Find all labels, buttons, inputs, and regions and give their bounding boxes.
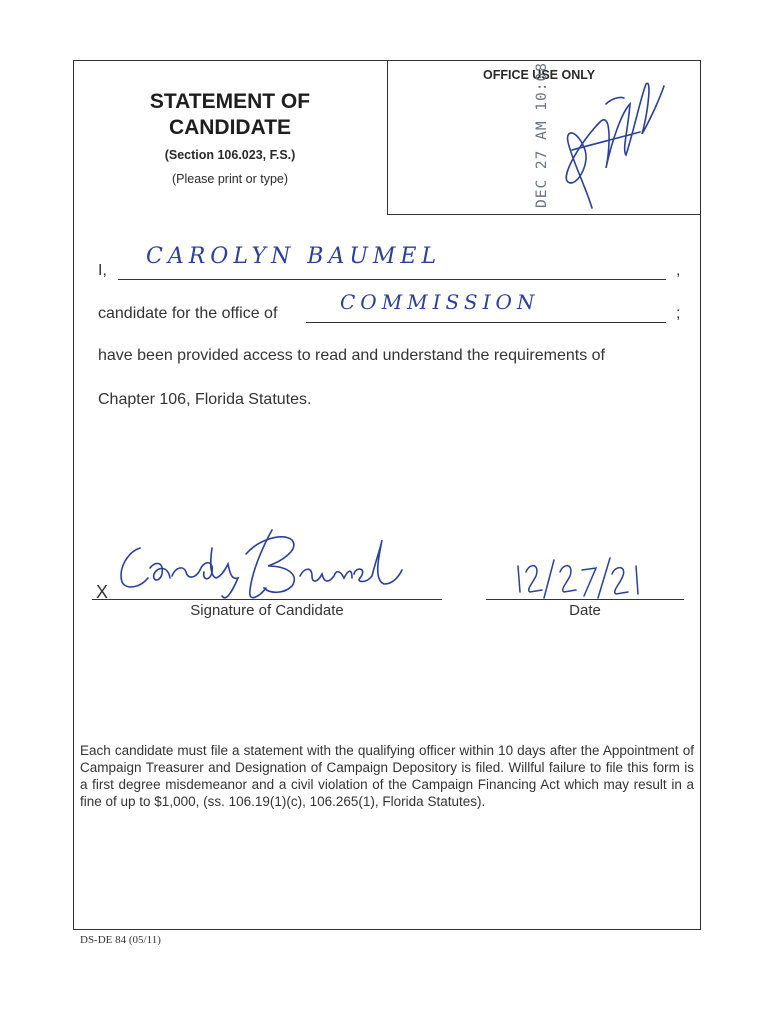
statement-line-2: Chapter 106, Florida Statutes. (98, 391, 312, 408)
office-field[interactable]: COMMISSION (340, 290, 540, 314)
form-title-line2: CANDIDATE (168, 116, 292, 139)
statement-line-1: have been provided access to read and understand the requirements of (98, 347, 605, 364)
signature-line (92, 599, 442, 600)
received-date-stamp: DEC 27 AM 10:08 (534, 62, 550, 208)
office-prefix: candidate for the office of (98, 305, 278, 322)
office-underline (306, 322, 666, 323)
print-instruction: (Please print or type) (171, 172, 289, 186)
form-code: DS-DE 84 (05/11) (80, 934, 161, 946)
signature-marker: X (96, 582, 109, 602)
candidate-name-field[interactable]: CAROLYN BAUMEL (146, 244, 442, 269)
date-line (486, 599, 684, 600)
name-suffix: , (676, 262, 681, 279)
handwritten-date (518, 558, 638, 598)
section-reference: (Section 106.023, F.S.) (164, 148, 296, 162)
filing-notice: Each candidate must file a statement with the qualifying officer within 10 days after the Appointment of Campaign Treasurer and Designation of Campaign Depository is filed. Willful failure to file this form is a first degree misdemeanor and a civil violation of the Campaign Financing Act which may result in a fine of up to $1,000, (ss. 106.19(1)(c), 106.265(1), Florida Statutes). (80, 743, 694, 809)
official-initials-mark (566, 83, 664, 208)
name-prefix: I, (98, 262, 107, 279)
signature-label: Signature of Candidate (190, 602, 344, 619)
candidate-signature (121, 530, 402, 598)
form-title-line1: STATEMENT OF (149, 90, 311, 113)
office-suffix: ; (676, 305, 681, 322)
date-label: Date (569, 602, 601, 619)
name-underline (118, 279, 666, 280)
office-use-label: OFFICE USE ONLY (483, 68, 596, 82)
